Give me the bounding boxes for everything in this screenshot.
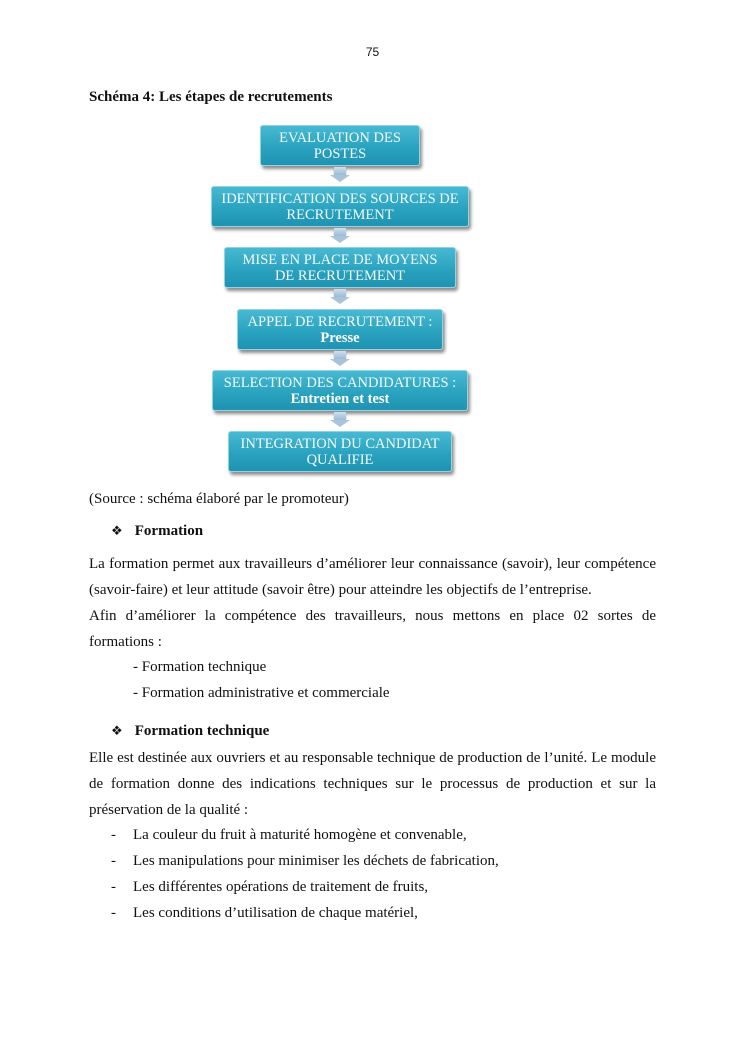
flow-step-text: Entretien et test: [290, 390, 390, 407]
list-item: [111, 879, 428, 896]
flow-step-text: POSTES: [313, 145, 367, 162]
list-item: [111, 853, 499, 870]
source-note: (Source : schéma élaboré par le promoteur): [89, 491, 349, 507]
list-item-text: Les différentes opérations de traitement de fruits,: [133, 879, 429, 895]
flow-step-text: INTEGRATION DU CANDIDAT: [240, 435, 440, 452]
flow-step-text: SELECTION DES CANDIDATURES :: [223, 374, 457, 391]
section-heading-text: Formation technique: [134, 723, 270, 739]
dash-bullet: -: [111, 905, 116, 921]
flow-step-text: IDENTIFICATION DES SOURCES DE: [221, 190, 459, 207]
flow-step-text: EVALUATION DES: [279, 129, 401, 146]
paragraph-formation-technique: Elle est destinée aux ouvriers et au responsable technique de production de l’unité. Le module de formation donne des indications techniques sur le processus de production et sur la préservation de la qualité :: [89, 750, 656, 818]
flow-step-means: [224, 247, 456, 288]
dash-bullet: -: [111, 853, 116, 869]
flow-step-selection: [212, 370, 468, 411]
flow-step-identification: [211, 186, 469, 227]
list-item-text: Les manipulations pour minimiser les déchets de fabrication,: [133, 853, 499, 869]
flow-step-text: QUALIFIE: [306, 451, 374, 468]
list-item: - Formation technique: [133, 659, 267, 675]
section-heading-text: Formation: [134, 523, 204, 539]
flow-step-evaluation: [260, 125, 420, 166]
dash-bullet: -: [111, 827, 116, 843]
flow-step-text: MISE EN PLACE DE MOYENS: [242, 251, 438, 268]
list-item: - Formation administrative et commerciale: [133, 685, 390, 701]
flow-step-call: [237, 309, 443, 350]
list-item: [111, 827, 467, 844]
page-number: 75: [365, 45, 380, 59]
flow-step-text: Presse: [320, 329, 360, 346]
flow-step-integration: [228, 431, 452, 472]
diamond-bullet-icon: ❖: [111, 723, 123, 738]
list-item-text: Les conditions d’utilisation de chaque matériel,: [133, 905, 418, 921]
list-item: [111, 905, 418, 922]
dash-bullet: -: [111, 879, 116, 895]
schema-title: Schéma 4: Les étapes de recrutements: [89, 89, 333, 105]
diamond-bullet-icon: ❖: [111, 523, 123, 538]
flow-step-text: RECRUTEMENT: [286, 206, 394, 223]
paragraph-formation-types: Afin d’améliorer la compétence des travailleurs, nous mettons en place 02 sortes de formations :: [89, 608, 656, 650]
flow-step-text: DE RECRUTEMENT: [274, 267, 406, 284]
section-heading-formation: [111, 523, 511, 540]
flow-step-text: APPEL DE RECRUTEMENT :: [247, 313, 433, 330]
paragraph-formation-intro: La formation permet aux travailleurs d’améliorer leur connaissance (savoir), leur compétence (savoir-faire) et leur attitude (savoir être) pour atteindre les objectifs de l’entreprise.: [89, 556, 656, 598]
list-item-text: La couleur du fruit à maturité homogène et convenable,: [133, 827, 467, 843]
section-heading-formation-technique: [111, 723, 511, 740]
